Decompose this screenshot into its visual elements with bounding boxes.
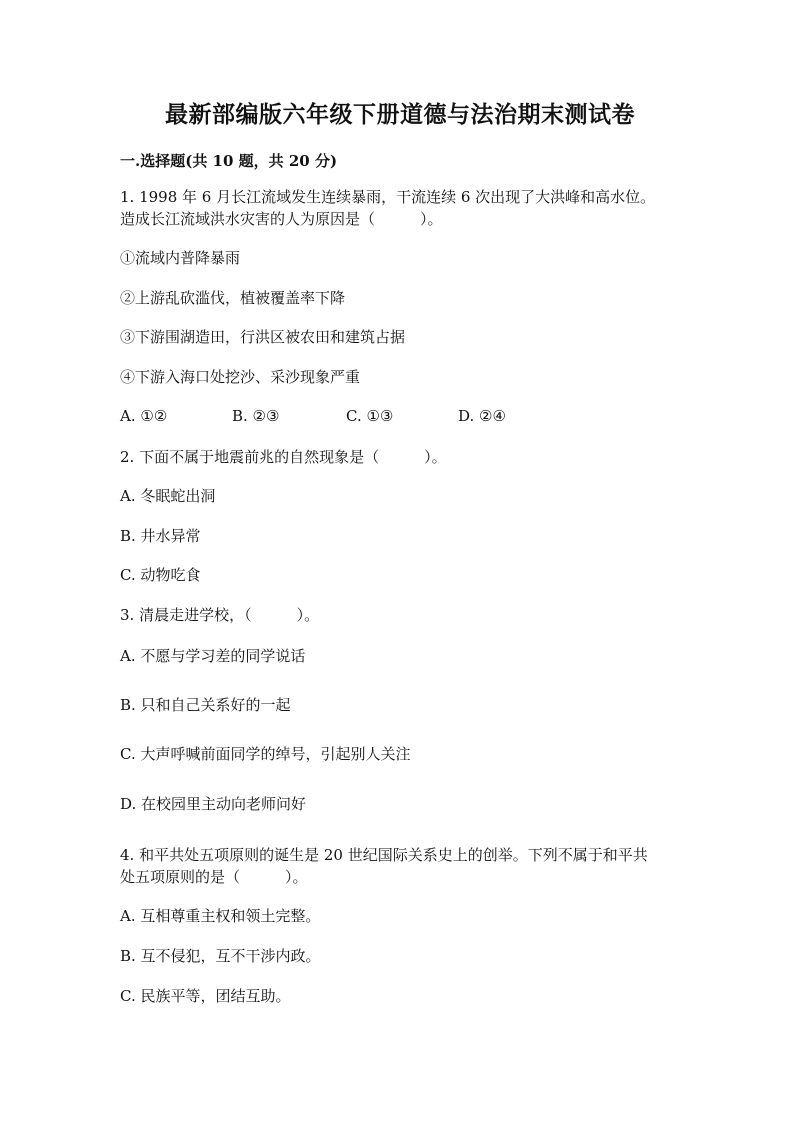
q4-option-a: A. 互相尊重主权和领土完整。 [120, 907, 321, 925]
q4-stem-line2: 处五项原则的是（ ）。 [120, 868, 308, 886]
q4-option-c: C. 民族平等，团结互助。 [120, 987, 291, 1005]
q1-option-d: D. ②④ [458, 407, 506, 425]
q1-item-3: ③下游围湖造田，行洪区被农田和建筑占据 [120, 328, 406, 346]
page-title: 最新部编版六年级下册道德与法治期末测试卷 [165, 101, 635, 128]
q3-option-b: B. 只和自己关系好的一起 [120, 696, 291, 714]
q2-option-a: A. 冬眠蛇出洞 [120, 487, 216, 505]
q1-option-c: C. ①③ [346, 407, 394, 425]
q3-stem: 3. 清晨走进学校，（ ）。 [120, 606, 320, 624]
q1-stem-line2: 造成长江流域洪水灾害的人为原因是（ ）。 [120, 210, 443, 228]
q1-options-row [120, 407, 680, 429]
q1-item-2: ②上游乱砍滥伐，植被覆盖率下降 [120, 289, 346, 307]
q2-option-b: B. 井水异常 [120, 527, 201, 545]
q3-option-d: D. 在校园里主动向老师问好 [120, 795, 307, 813]
q3-option-a: A. 不愿与学习差的同学说话 [120, 647, 306, 665]
q1-stem-line1: 1. 1998 年 6 月长江流域发生连续暴雨，干流连续 6 次出现了大洪峰和高水位。 [120, 188, 656, 206]
section-heading: 一.选择题(共 10 题，共 20 分) [120, 152, 338, 170]
q1-item-1: ①流域内普降暴雨 [120, 249, 241, 267]
q1-option-b: B. ②③ [232, 407, 280, 425]
q1-item-4: ④下游入海口处挖沙、采沙现象严重 [120, 368, 361, 386]
q2-option-c: C. 动物吃食 [120, 566, 201, 584]
q3-option-c: C. 大声呼喊前面同学的绰号，引起别人关注 [120, 745, 411, 763]
q4-option-b: B. 互不侵犯，互不干涉内政。 [120, 947, 321, 965]
q4-stem-line1: 4. 和平共处五项原则的诞生是 20 世纪国际关系史上的创举。下列不属于和平共 [120, 846, 648, 864]
q1-option-a: A. ①② [120, 407, 168, 425]
q2-stem: 2. 下面不属于地震前兆的自然现象是（ ）。 [120, 448, 447, 466]
